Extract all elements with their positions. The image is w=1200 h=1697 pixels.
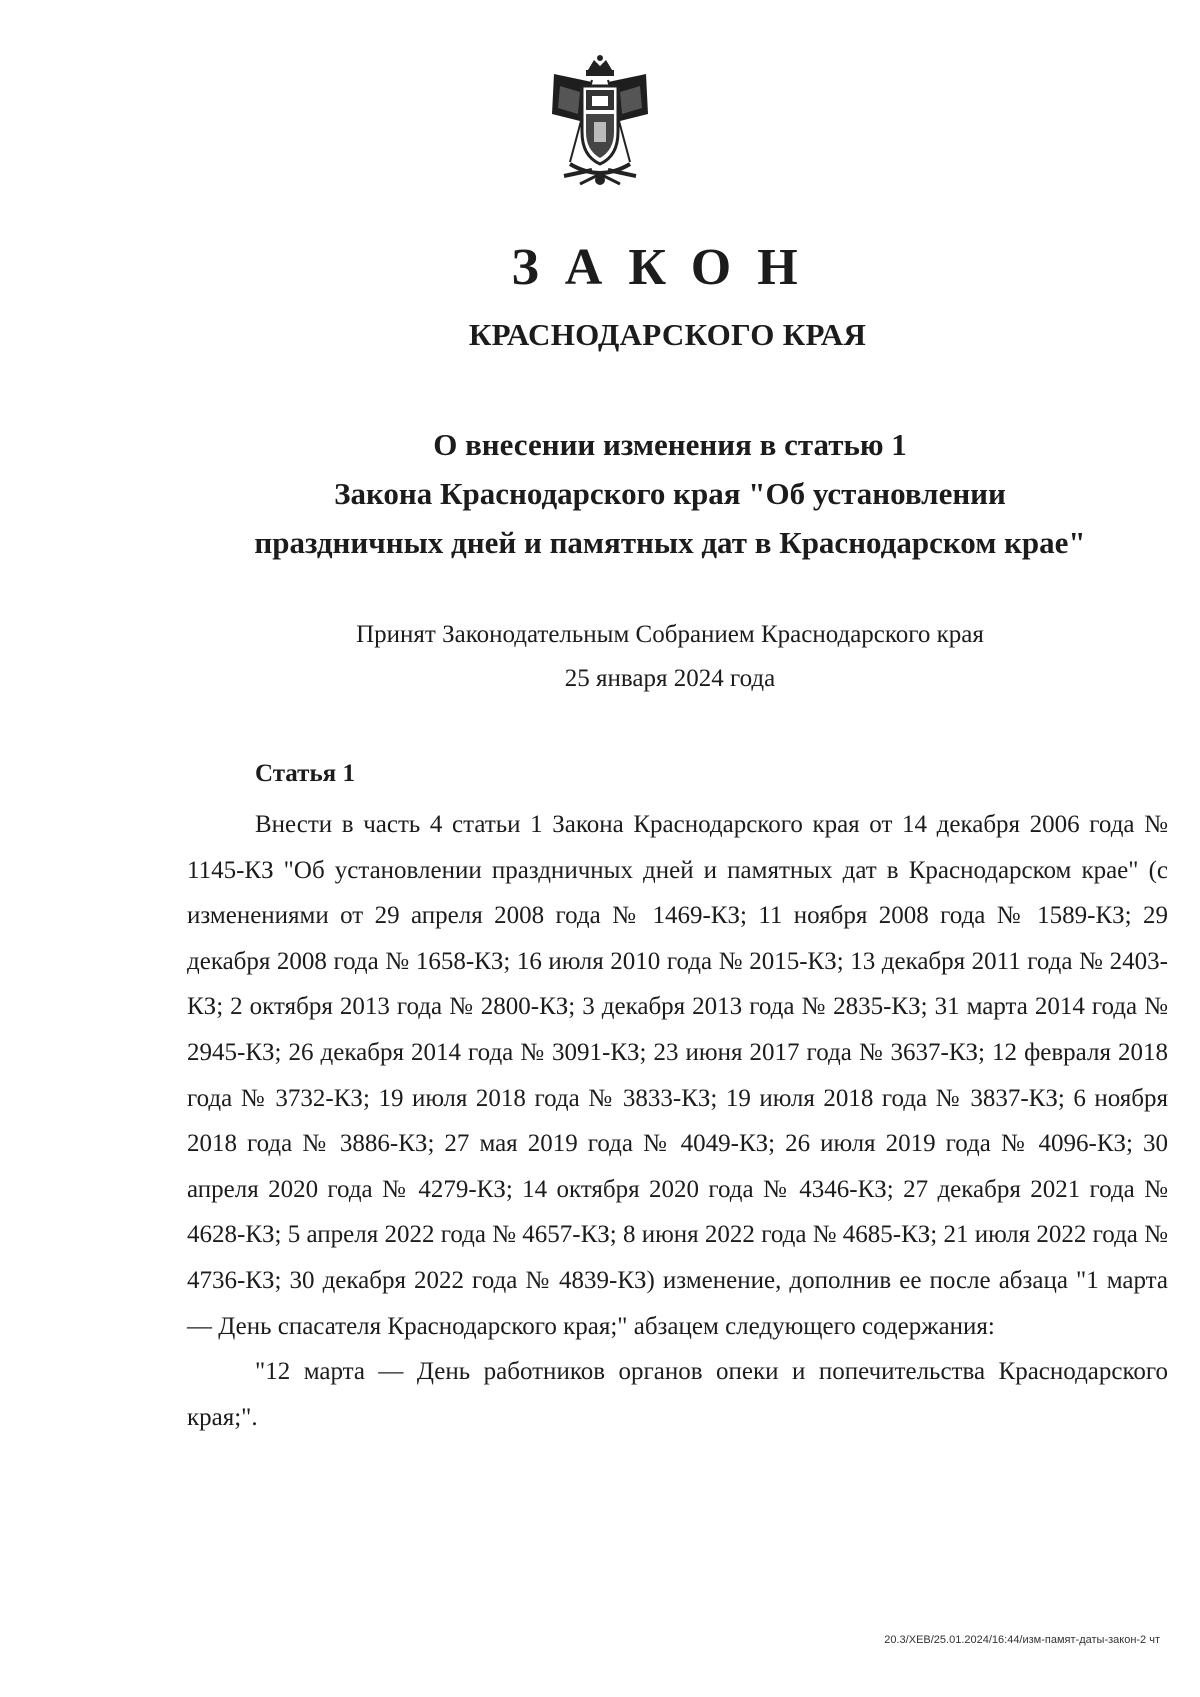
article-heading: Статья 1	[255, 760, 355, 787]
law-title-line: праздничных дней и памятных дат в Краснодарском крае"	[254, 525, 1086, 560]
law-title	[130, 420, 1200, 567]
document-code: 20.3/ХЕВ/25.01.2024/16:44/изм-памят-даты-закон-2 чт	[884, 1634, 1160, 1646]
adoption-body: Принят Законодательным Собранием Краснодарского края	[356, 621, 984, 648]
adoption-info	[130, 613, 1200, 701]
article-quote: "12 марта — День работников органов опеки и попечительства Краснодарского края;".	[187, 1358, 1168, 1431]
law-title-line: Закона Краснодарского края "Об установлении	[334, 476, 1006, 511]
krasnodar-coat-of-arms-icon	[540, 52, 660, 202]
region-heading: КРАСНОДАРСКОГО КРАЯ	[468, 317, 867, 352]
law-title-line: О внесении изменения в статью 1	[433, 427, 907, 462]
article-body	[187, 802, 1168, 1440]
document-type-heading: ЗАКОН	[511, 239, 824, 296]
article-paragraph: Внести в часть 4 статьи 1 Закона Краснодарского края от 14 декабря 2006 года № 1145-КЗ "Об установлении праздничных дней и памятных дат в Краснодарском крае" (с изменениями от 29 апреля 2008 года № 1469-КЗ; 11 ноября 2008 года № 1589-КЗ; 29 декабря 2008 года № 1658-КЗ; 16 июля 2010 года № 2015-КЗ; 13 декабря 2011 года № 2403-КЗ; 2 октября 2013 года № 2800-КЗ; 3 декабря 2013 года № 2835-КЗ; 31 марта 2014 года № 2945-КЗ; 26 декабря 2014 года № 3091-КЗ; 23 июня 2017 года № 3637-КЗ; 12 февраля 2018 года № 3732-КЗ; 19 июля 2018 года № 3833-КЗ; 19 июля 2018 года № 3837-КЗ; 6 ноября 2018 года № 3886-КЗ; 27 мая 2019 года № 4049-КЗ; 26 июля 2019 года № 4096-КЗ; 30 апреля 2020 года № 4279-КЗ; 14 октября 2020 года № 4346-КЗ; 27 декабря 2021 года № 4628-КЗ; 5 апреля 2022 года № 4657-КЗ; 8 июня 2022 года № 4685-КЗ; 21 июля 2022 года № 4736-КЗ; 30 декабря 2022 года № 4839-КЗ) изменение, дополнив ее после абзаца "1 марта — День спасателя Краснодарского края;" абзацем следующего содержания:	[187, 811, 1168, 1340]
adoption-date: 25 января 2024 года	[564, 665, 776, 692]
